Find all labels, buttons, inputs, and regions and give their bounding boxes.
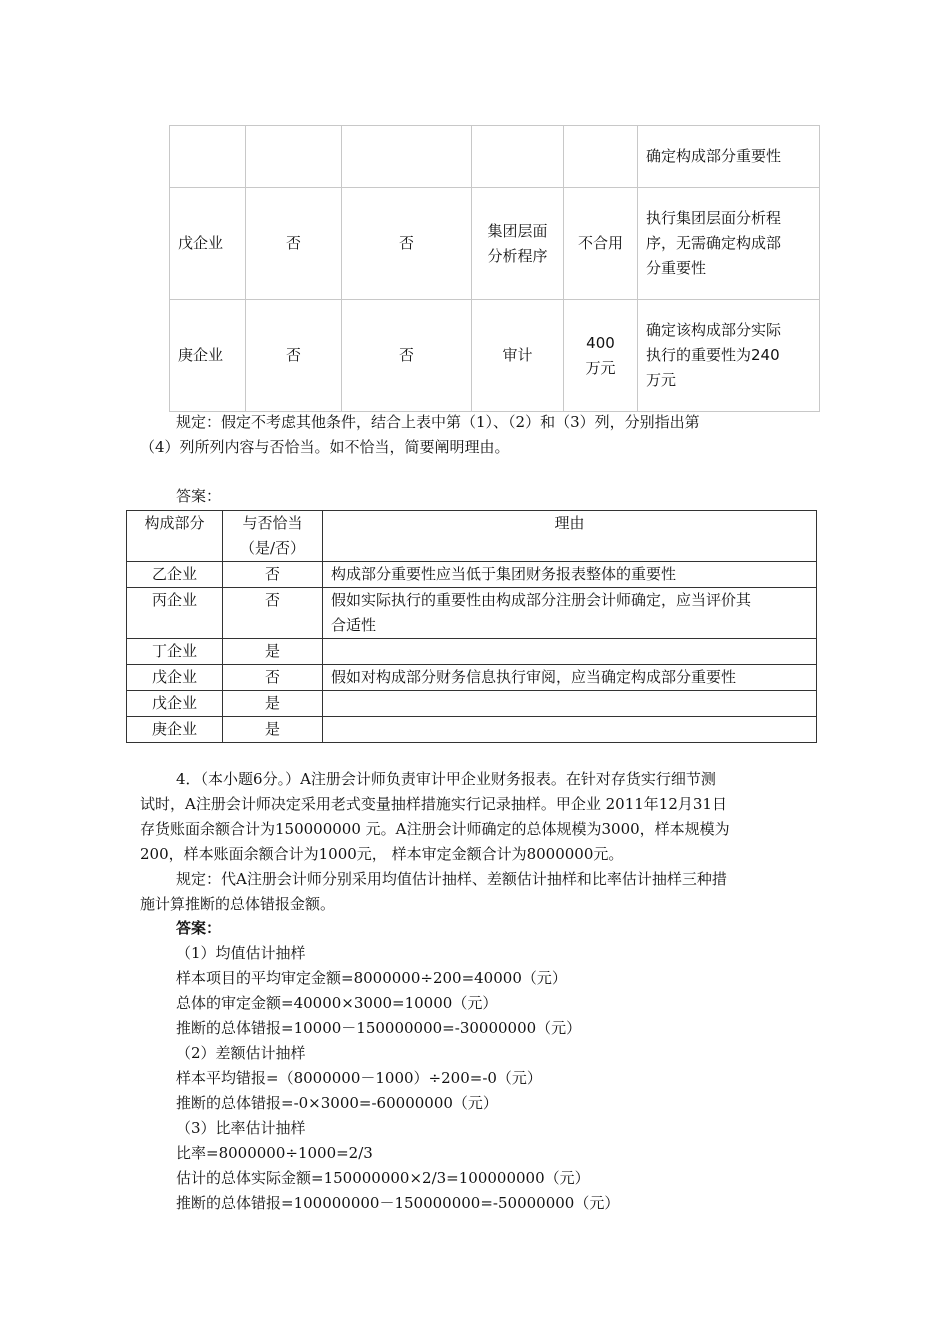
cell-line: 万元: [646, 371, 677, 389]
table-cell: 戊企业: [127, 665, 223, 691]
table-row: [127, 562, 817, 588]
q4-line: 试时，A注册会计师决定采用老式变量抽样措施实行记录抽样。甲企业 2011年12月31日: [140, 795, 727, 813]
table-cell: [342, 126, 472, 188]
table-cell: [246, 126, 342, 188]
solution-heading: （3）比率估计抽样: [176, 1119, 306, 1137]
solution-line: 推断的总体错报=100000000－150000000=-50000000（元）: [176, 1194, 620, 1212]
table-cell: 不合用: [564, 188, 638, 300]
table-cell: 是: [223, 639, 323, 665]
table-cell: 庚企业: [127, 717, 223, 743]
solution-line: 总体的审定金额=40000×3000=10000（元）: [176, 994, 498, 1012]
table-cell: 否: [246, 300, 342, 412]
table-cell: 丙企业: [127, 588, 223, 639]
solution-line: 比率=8000000÷1000=2/3: [176, 1144, 373, 1162]
table-cell: [472, 126, 564, 188]
header-cell: [223, 511, 323, 562]
table-cell: 确定构成部分重要性: [638, 126, 820, 188]
table-row: [127, 588, 817, 639]
cell-line: 分重要性: [646, 259, 707, 277]
q4-requirement: 施计算推断的总体错报金额。: [140, 895, 336, 913]
table-cell: 否: [342, 300, 472, 412]
table-row: [127, 639, 817, 665]
table-cell: 否: [342, 188, 472, 300]
q4-line: 存货账面余额合计为150000000 元。A注册会计师确定的总体规模为3000，样本规模为: [140, 820, 730, 838]
header-line: 与否恰当: [242, 514, 303, 532]
header-cell: 理由: [323, 511, 817, 562]
table-cell: 否: [223, 665, 323, 691]
question-line: （4）列所列内容与否恰当。如不恰当，简要阐明理由。: [140, 438, 510, 456]
table-cell: [472, 188, 564, 300]
cell-line: 400: [586, 333, 615, 352]
cell-line: 确定该构成部分实际: [646, 321, 782, 339]
solution-line: 样本项目的平均审定金额=8000000÷200=40000（元）: [176, 969, 567, 987]
table-cell: [564, 300, 638, 412]
table-header-row: [127, 511, 817, 562]
q4-requirement: 规定：代A注册会计师分别采用均值估计抽样、差额估计抽样和比率估计抽样三种措: [176, 870, 727, 888]
table-cell: [323, 691, 817, 717]
table-cell: 戊企业: [170, 188, 246, 300]
table-cell: 构成部分重要性应当低于集团财务报表整体的重要性: [323, 562, 817, 588]
table-cell: 乙企业: [127, 562, 223, 588]
table-cell: [170, 126, 246, 188]
cell-line: 合适性: [331, 616, 377, 634]
table-cell: 否: [223, 588, 323, 639]
solution-line: 估计的总体实际金额=150000000×2/3=100000000（元）: [176, 1169, 590, 1187]
cell-line: 万元: [585, 358, 616, 377]
q4-answer-label: 答案：: [176, 919, 222, 937]
table-cell: 否: [246, 188, 342, 300]
table-cell: [323, 717, 817, 743]
cell-line: 执行的重要性为240: [646, 346, 780, 364]
cell-line: 分析程序: [487, 246, 548, 265]
table-row: [170, 188, 820, 300]
table-cell: 否: [223, 562, 323, 588]
table-cell: 是: [223, 717, 323, 743]
table-row: [127, 691, 817, 717]
header-line: （是/否）: [239, 539, 306, 557]
solution-heading: （2）差额估计抽样: [176, 1044, 306, 1062]
cell-line: 假如实际执行的重要性由构成部分注册会计师确定，应当评价其: [331, 591, 752, 609]
table-row: [170, 126, 820, 188]
question-line: 规定：假定不考虑其他条件，结合上表中第（1）、（2）和（3）列，分别指出第: [176, 413, 700, 431]
cell-line: 集团层面: [487, 221, 548, 240]
solution-line: 样本平均错报=（8000000－1000）÷200=-0（元）: [176, 1069, 542, 1087]
table-cell: [323, 588, 817, 639]
header-cell: 构成部分: [127, 511, 223, 562]
component-table-continued: [169, 125, 820, 412]
q4-line: 4．（本小题6分。）A注册会计师负责审计甲企业财务报表。在针对存货实行细节测: [176, 770, 716, 788]
table-cell: 是: [223, 691, 323, 717]
table-cell: 戊企业: [127, 691, 223, 717]
cell-line: 序，无需确定构成部: [646, 234, 782, 252]
table-row: [170, 300, 820, 412]
table-cell: [638, 188, 820, 300]
table-cell: 庚企业: [170, 300, 246, 412]
table-cell: 丁企业: [127, 639, 223, 665]
solution-line: 推断的总体错报=-0×3000=-60000000（元）: [176, 1094, 498, 1112]
table-cell: 假如对构成部分财务信息执行审阅，应当确定构成部分重要性: [323, 665, 817, 691]
table-row: [127, 665, 817, 691]
table-row: [127, 717, 817, 743]
q4-line: 200，样本账面余额合计为1000元， 样本审定金额合计为8000000元。: [140, 845, 624, 863]
table-cell: 审计: [472, 300, 564, 412]
solution-line: 推断的总体错报=10000－150000000=-30000000（元）: [176, 1019, 582, 1037]
table-cell: [638, 300, 820, 412]
answer-label: 答案：: [176, 487, 222, 505]
answer-table: [126, 510, 817, 743]
cell-line: 执行集团层面分析程: [646, 209, 782, 227]
table-cell: [564, 126, 638, 188]
solution-heading: （1）均值估计抽样: [176, 944, 306, 962]
table-cell: [323, 639, 817, 665]
